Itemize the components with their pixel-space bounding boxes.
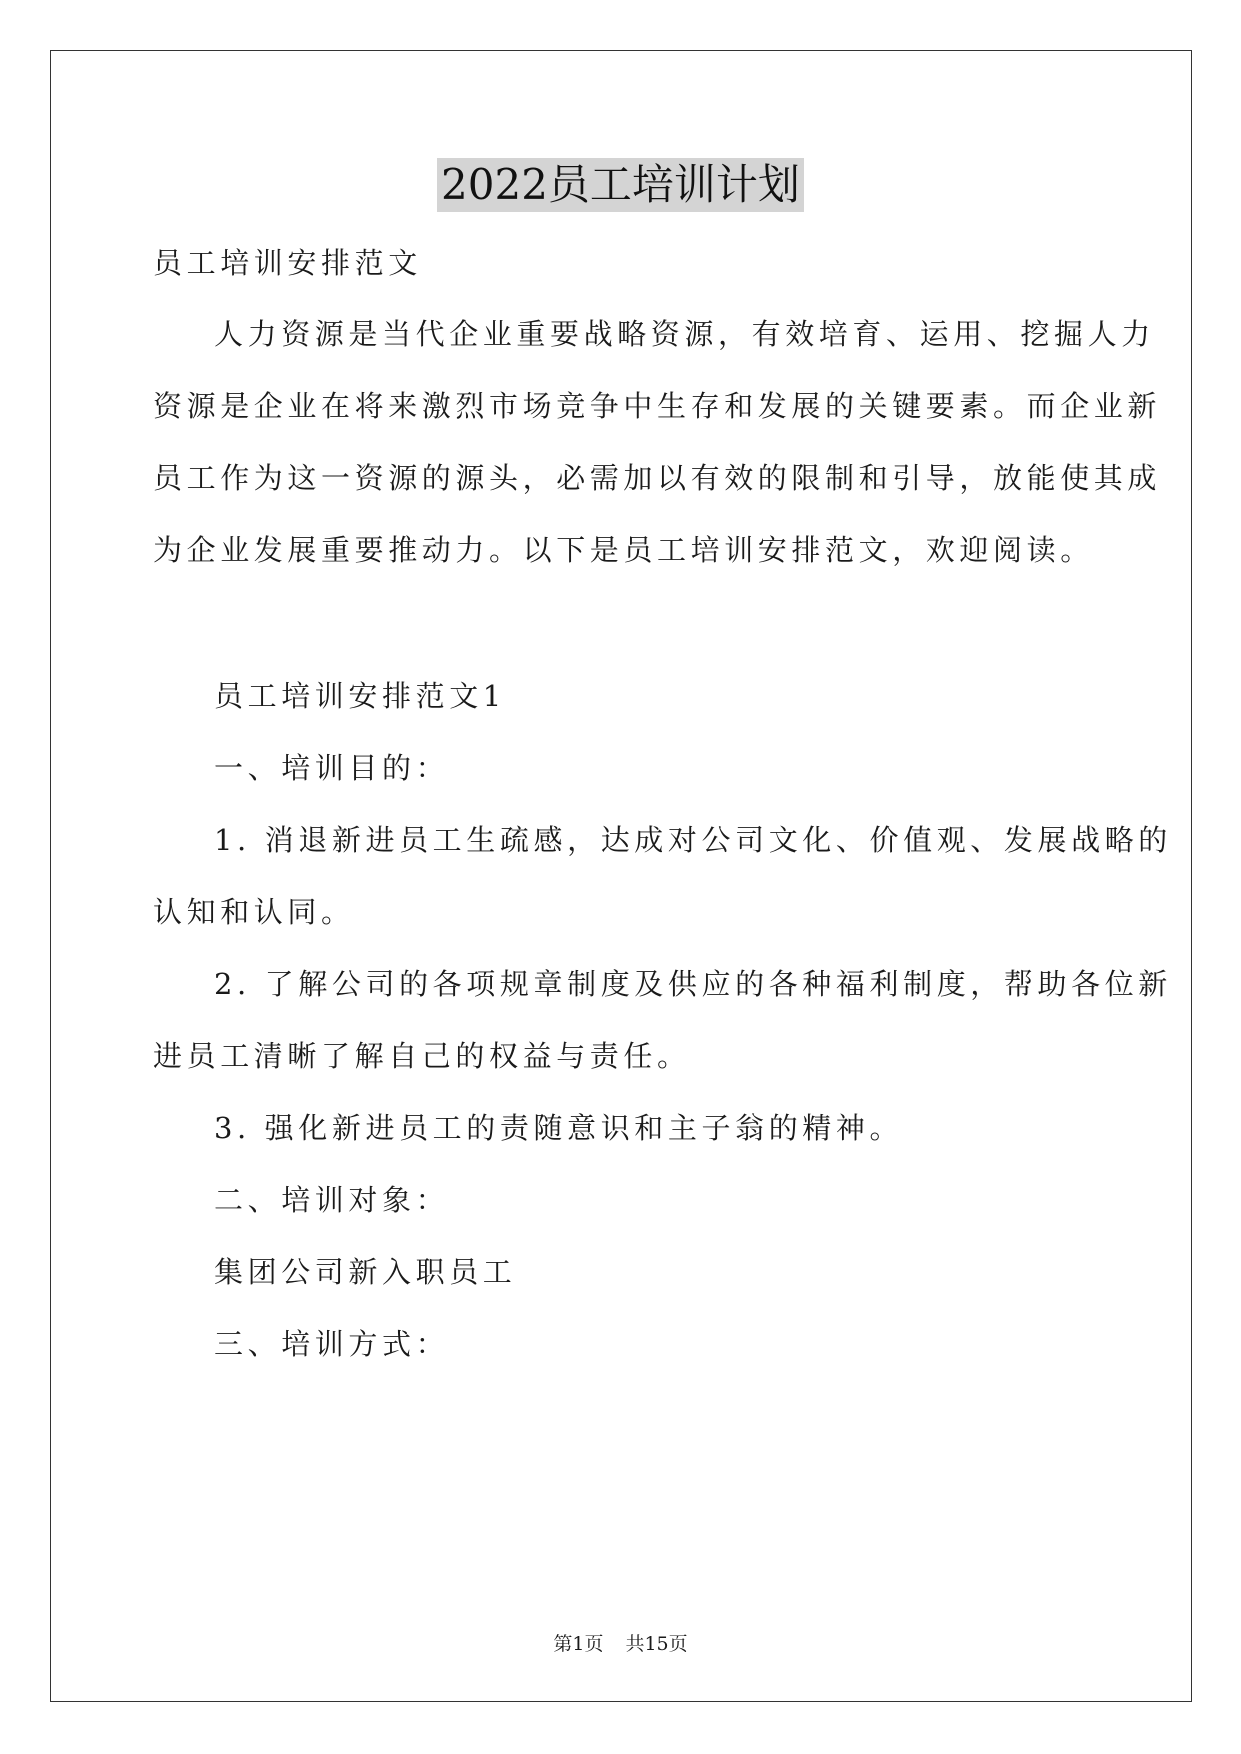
subtitle: 员工培训安排范文 [153, 246, 422, 280]
goal-item-1-line-2: 认知和认同。 [153, 895, 355, 929]
intro-line-2: 资源是企业在将来激烈市场竞争中生存和发展的关键要素。而企业新 [153, 389, 1162, 423]
title-wrapper [0, 158, 1241, 212]
goal-item-1-line-1: 1. 消退新进员工生疏感，达成对公司文化、价值观、发展战略的 [214, 823, 1172, 857]
goal-heading: 一、培训目的： [214, 751, 450, 785]
method-heading: 三、培训方式： [214, 1327, 450, 1361]
goal-item-2-line-1: 2. 了解公司的各项规章制度及供应的各种福利制度，帮助各位新 [214, 967, 1172, 1001]
section-heading: 员工培训安排范文1 [214, 679, 506, 713]
page-footer [0, 1632, 1241, 1656]
target-text: 集团公司新入职员工 [214, 1255, 517, 1289]
document-title: 2022员工培训计划 [437, 158, 804, 212]
page-border [50, 50, 1192, 1702]
page-total: 共15页 [625, 1633, 688, 1655]
goal-item-2-line-2: 进员工清晰了解自己的权益与责任。 [153, 1039, 691, 1073]
goal-item-3: 3. 强化新进员工的责随意识和主子翁的精神。 [214, 1111, 904, 1145]
target-heading: 二、培训对象： [214, 1183, 450, 1217]
intro-line-4: 为企业发展重要推动力。以下是员工培训安排范文，欢迎阅读。 [153, 533, 1094, 567]
intro-line-1: 人力资源是当代企业重要战略资源，有效培育、运用、挖掘人力 [214, 317, 1155, 351]
intro-line-3: 员工作为这一资源的源头，必需加以有效的限制和引导，放能使其成 [153, 461, 1162, 495]
page-number: 第1页 [553, 1633, 604, 1655]
